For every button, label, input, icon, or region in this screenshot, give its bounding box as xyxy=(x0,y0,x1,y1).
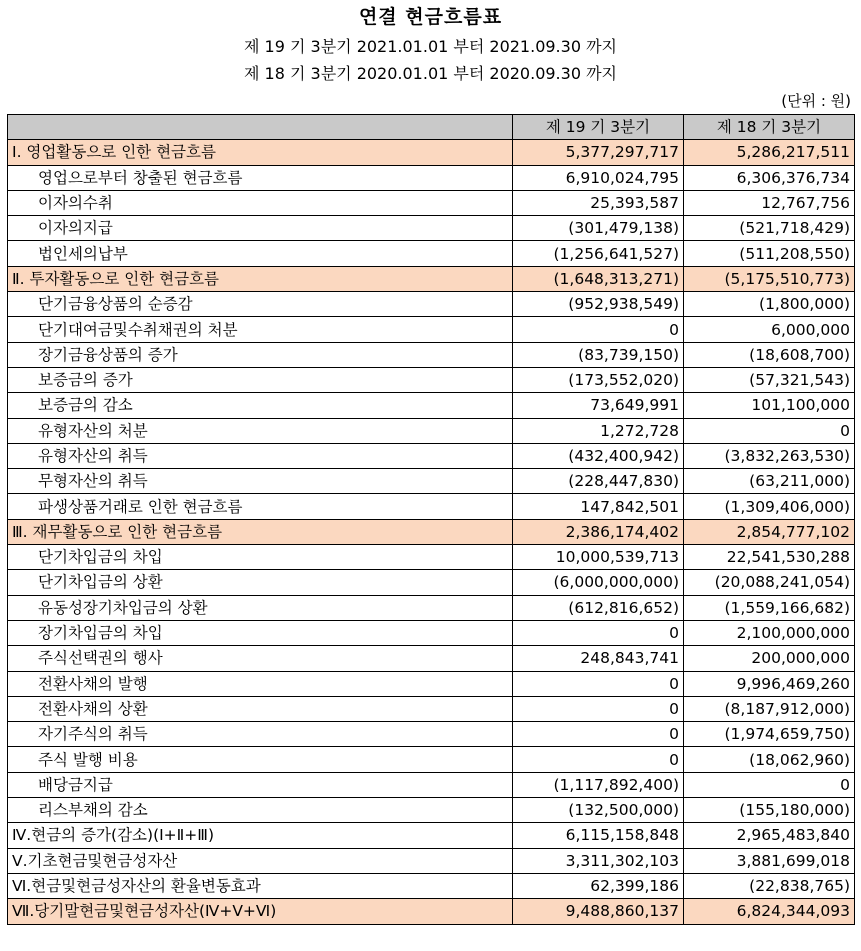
row-label: 배당금지급 xyxy=(8,772,513,797)
header-prior-period: 제 18 기 3분기 xyxy=(684,115,855,140)
row-label: Ⅱ. 투자활동으로 인한 현금흐름 xyxy=(8,266,513,291)
table-row xyxy=(8,216,855,241)
header-current-period: 제 19 기 3분기 xyxy=(513,115,684,140)
row-label: Ⅲ. 재무활동으로 인한 현금흐름 xyxy=(8,519,513,544)
table-row xyxy=(8,570,855,595)
prior-period-value: (1,309,406,000) xyxy=(684,494,855,519)
row-label: 이자의수취 xyxy=(8,190,513,215)
prior-period-value: (20,088,241,054) xyxy=(684,570,855,595)
table-row xyxy=(8,494,855,519)
row-label: 무형자산의 취득 xyxy=(8,469,513,494)
current-period-value: (173,552,020) xyxy=(513,367,684,392)
table-row xyxy=(8,165,855,190)
prior-period-value: 0 xyxy=(684,772,855,797)
current-period-value: 9,488,860,137 xyxy=(513,899,684,924)
table-header-row xyxy=(8,115,855,140)
current-period-value: 3,311,302,103 xyxy=(513,848,684,873)
table-row xyxy=(8,696,855,721)
table-row xyxy=(8,646,855,671)
prior-period-value: 0 xyxy=(684,418,855,443)
row-label: 이자의지급 xyxy=(8,216,513,241)
prior-period-value: (57,321,543) xyxy=(684,367,855,392)
prior-period-value: (3,832,263,530) xyxy=(684,443,855,468)
row-label: 장기차입금의 차입 xyxy=(8,620,513,645)
row-label: 주식선택권의 행사 xyxy=(8,646,513,671)
row-label: 전환사채의 상환 xyxy=(8,696,513,721)
prior-period-value: (1,800,000) xyxy=(684,292,855,317)
row-label: 장기금융상품의 증가 xyxy=(8,342,513,367)
table-row xyxy=(8,848,855,873)
unit-label: (단위 : 원) xyxy=(781,92,851,110)
table-row xyxy=(8,317,855,342)
row-label: 단기차입금의 상환 xyxy=(8,570,513,595)
table-row xyxy=(8,873,855,898)
prior-period-value: (18,062,960) xyxy=(684,747,855,772)
current-period-value: (1,117,892,400) xyxy=(513,772,684,797)
row-label: Ⅳ.현금의 증가(감소)(Ⅰ+Ⅱ+Ⅲ) xyxy=(8,823,513,848)
current-period-value: 0 xyxy=(513,620,684,645)
current-period-value: (612,816,652) xyxy=(513,595,684,620)
prior-period-value: (521,718,429) xyxy=(684,216,855,241)
prior-period-value: 12,767,756 xyxy=(684,190,855,215)
prior-period-value: 2,965,483,840 xyxy=(684,823,855,848)
current-period-value: 6,115,158,848 xyxy=(513,823,684,848)
table-row xyxy=(8,443,855,468)
current-period-value: 0 xyxy=(513,317,684,342)
table-row xyxy=(8,671,855,696)
row-label: 전환사채의 발행 xyxy=(8,671,513,696)
prior-period-value: 6,306,376,734 xyxy=(684,165,855,190)
row-label: 유형자산의 취득 xyxy=(8,443,513,468)
table-row xyxy=(8,595,855,620)
current-period-value: 6,910,024,795 xyxy=(513,165,684,190)
table-row xyxy=(8,747,855,772)
prior-period-value: (18,608,700) xyxy=(684,342,855,367)
row-label: 주식 발행 비용 xyxy=(8,747,513,772)
prior-period-value: (1,559,166,682) xyxy=(684,595,855,620)
statement-title: 연결 현금흐름표 xyxy=(358,6,503,28)
prior-period-value: 6,000,000 xyxy=(684,317,855,342)
current-period-value: 0 xyxy=(513,696,684,721)
row-label: 단기차입금의 차입 xyxy=(8,545,513,570)
table-row xyxy=(8,393,855,418)
current-period-value: 0 xyxy=(513,722,684,747)
prior-period-value: (5,175,510,773) xyxy=(684,266,855,291)
prior-period-value: (511,208,550) xyxy=(684,241,855,266)
current-period-value: (228,447,830) xyxy=(513,469,684,494)
table-row xyxy=(8,342,855,367)
row-label: 단기대여금및수취채권의 처분 xyxy=(8,317,513,342)
prior-period-value: (1,974,659,750) xyxy=(684,722,855,747)
row-label: 리스부채의 감소 xyxy=(8,798,513,823)
prior-period-value: 101,100,000 xyxy=(684,393,855,418)
prior-period-value: 2,854,777,102 xyxy=(684,519,855,544)
row-label: 보증금의 감소 xyxy=(8,393,513,418)
current-period-value: 248,843,741 xyxy=(513,646,684,671)
table-row xyxy=(8,418,855,443)
row-label: 유동성장기차입금의 상환 xyxy=(8,595,513,620)
table-row xyxy=(8,823,855,848)
row-label: Ⅵ.현금및현금성자산의 환율변동효과 xyxy=(8,873,513,898)
current-period-value: (132,500,000) xyxy=(513,798,684,823)
row-label: Ⅶ.당기말현금및현금성자산(Ⅳ+Ⅴ+Ⅵ) xyxy=(8,899,513,924)
prior-period-value: (22,838,765) xyxy=(684,873,855,898)
prior-period-value: 9,996,469,260 xyxy=(684,671,855,696)
period-current: 제 19 기 3분기 2021.01.01 부터 2021.09.30 까지 xyxy=(243,37,617,56)
cash-flow-table xyxy=(7,114,855,925)
row-label: 영업으로부터 창출된 현금흐름 xyxy=(8,165,513,190)
table-row xyxy=(8,722,855,747)
current-period-value: 5,377,297,717 xyxy=(513,140,684,165)
prior-period-value: 22,541,530,288 xyxy=(684,545,855,570)
prior-period-value: 3,881,699,018 xyxy=(684,848,855,873)
current-period-value: 62,399,186 xyxy=(513,873,684,898)
current-period-value: (1,648,313,271) xyxy=(513,266,684,291)
prior-period-value: (8,187,912,000) xyxy=(684,696,855,721)
section-row xyxy=(8,899,855,924)
table-row xyxy=(8,292,855,317)
row-label: 자기주식의 취득 xyxy=(8,722,513,747)
current-period-value: 0 xyxy=(513,747,684,772)
current-period-value: (432,400,942) xyxy=(513,443,684,468)
prior-period-value: 6,824,344,093 xyxy=(684,899,855,924)
header-blank xyxy=(8,115,513,140)
prior-period-value: 200,000,000 xyxy=(684,646,855,671)
table-row xyxy=(8,798,855,823)
section-row xyxy=(8,140,855,165)
current-period-value: (301,479,138) xyxy=(513,216,684,241)
section-row xyxy=(8,266,855,291)
prior-period-value: 2,100,000,000 xyxy=(684,620,855,645)
row-label: 파생상품거래로 인한 현금흐름 xyxy=(8,494,513,519)
prior-period-value: (155,180,000) xyxy=(684,798,855,823)
row-label: 단기금융상품의 순증감 xyxy=(8,292,513,317)
table-row xyxy=(8,469,855,494)
current-period-value: (83,739,150) xyxy=(513,342,684,367)
table-row xyxy=(8,241,855,266)
current-period-value: 2,386,174,402 xyxy=(513,519,684,544)
table-row xyxy=(8,545,855,570)
period-prior: 제 18 기 3분기 2020.01.01 부터 2020.09.30 까지 xyxy=(243,64,617,83)
current-period-value: (6,000,000,000) xyxy=(513,570,684,595)
table-row xyxy=(8,620,855,645)
prior-period-value: 5,286,217,511 xyxy=(684,140,855,165)
current-period-value: 25,393,587 xyxy=(513,190,684,215)
row-label: Ⅰ. 영업활동으로 인한 현금흐름 xyxy=(8,140,513,165)
row-label: Ⅴ.기초현금및현금성자산 xyxy=(8,848,513,873)
row-label: 유형자산의 처분 xyxy=(8,418,513,443)
current-period-value: 0 xyxy=(513,671,684,696)
table-row xyxy=(8,190,855,215)
row-label: 법인세의납부 xyxy=(8,241,513,266)
current-period-value: (952,938,549) xyxy=(513,292,684,317)
table-row xyxy=(8,772,855,797)
current-period-value: 73,649,991 xyxy=(513,393,684,418)
current-period-value: 1,272,728 xyxy=(513,418,684,443)
table-row xyxy=(8,367,855,392)
current-period-value: 147,842,501 xyxy=(513,494,684,519)
current-period-value: 10,000,539,713 xyxy=(513,545,684,570)
current-period-value: (1,256,641,527) xyxy=(513,241,684,266)
row-label: 보증금의 증가 xyxy=(8,367,513,392)
section-row xyxy=(8,519,855,544)
prior-period-value: (63,211,000) xyxy=(684,469,855,494)
